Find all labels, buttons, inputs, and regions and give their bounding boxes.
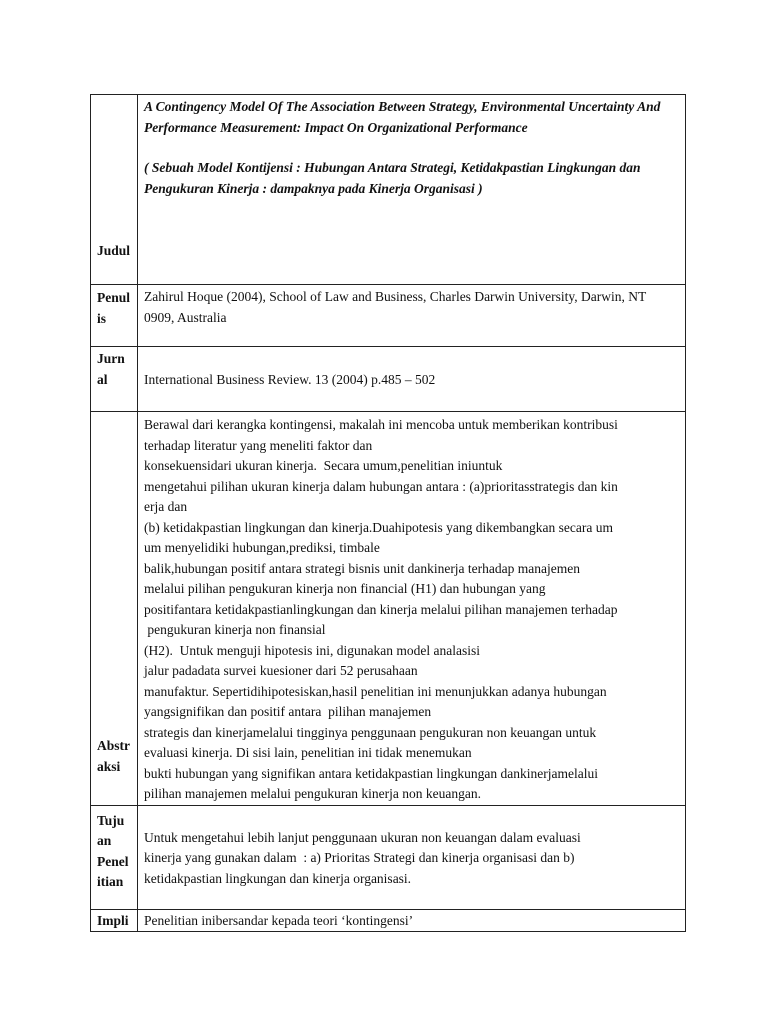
row-jurnal — [91, 347, 686, 412]
abstract-line: (b) ketidakpastian lingkungan dan kinerja.Duahipotesis yang dikembangkan secara um — [144, 519, 613, 535]
abstract-line: balik,hubungan positif antara strategi bisnis unit dankinerja terhadap manajemen — [144, 560, 580, 576]
label-abstraksi — [91, 412, 138, 806]
content-tujuan — [138, 805, 686, 909]
abstract-line: positifantara ketidakpastianlingkungan dan kinerja melalui pilihan manajemen terhadap — [144, 601, 618, 617]
abstract-line: terhadap literatur yang meneliti faktor dan — [144, 437, 373, 453]
abstract-line: mengetahui pilihan ukuran kinerja dalam hubungan antara : (a)prioritasstrategis dan kin — [144, 478, 618, 494]
label-tujuan-line: an — [97, 833, 112, 848]
content-jurnal — [138, 347, 686, 412]
abstract-line: pilihan manajemen melalui pengukuran kinerja non keuangan. — [144, 786, 482, 801]
label-judul-text: Judul — [97, 243, 131, 258]
content-implikasi — [138, 909, 686, 932]
abstract-line: Berawal dari kerangka kontingensi, makalah ini mencoba untuk memberikan kontribusi — [144, 417, 618, 432]
objective-line: Untuk mengetahui lebih lanjut penggunaan ukuran non keuangan dalam evaluasi — [144, 829, 581, 845]
author-text: Zahirul Hoque (2004), School of Law and Business, Charles Darwin University, Darwin, NT 0909, Australia — [144, 289, 647, 325]
content-penulis — [138, 285, 686, 347]
label-penulis-line: is — [97, 310, 107, 326]
abstract-line: manufaktur. Sepertidihipotesiskan,hasil penelitian ini menunjukkan adanya hubungan — [144, 683, 607, 699]
abstract-line: melalui pilihan pengukuran kinerja non financial (H1) dan hubungan yang — [144, 581, 546, 596]
row-judul — [91, 95, 686, 285]
abstract-line: um menyelidiki hubungan,prediksi, timbale — [144, 540, 380, 555]
implication-text: Penelitian inibersandar kepada teori ‘kontingensi’ — [144, 912, 414, 928]
label-penulis-line: Penul — [97, 290, 131, 305]
label-abstraksi-line: aksi — [97, 758, 121, 774]
label-jurnal — [91, 347, 138, 412]
abstract-line: evaluasi kinerja. Di sisi lain, penelitian ini tidak menemukan — [144, 745, 472, 760]
title-indonesian: ( Sebuah Model Kontijensi : Hubungan Antara Strategi, Ketidakpastian Lingkungan dan Pengukuran Kinerja : dampaknya pada Kinerja Organisasi ) — [144, 160, 641, 196]
label-implikasi — [91, 909, 138, 932]
content-abstraksi — [138, 412, 686, 806]
journal-text: International Business Review. 13 (2004) p.485 – 502 — [144, 372, 436, 387]
content-judul — [138, 95, 686, 285]
label-implikasi-text: Impli — [97, 912, 129, 928]
abstract-line: (H2). Untuk menguji hipotesis ini, digunakan model analasisi — [144, 642, 480, 658]
objective-line: ketidakpastian lingkungan dan kinerja organisasi. — [144, 870, 412, 886]
label-judul — [91, 95, 138, 285]
row-implikasi — [91, 909, 686, 932]
row-tujuan — [91, 805, 686, 909]
abstract-line: konsekuensidari ukuran kinerja. Secara umum,penelitian iniuntuk — [144, 458, 503, 473]
label-tujuan-line: itian — [97, 874, 124, 889]
abstract-line: pengukuran kinerja non finansial — [144, 622, 326, 637]
title-english: A Contingency Model Of The Association Between Strategy, Environmental Uncertainty And Performance Measurement: Impact On Organizational Performance — [144, 99, 661, 135]
label-tujuan — [91, 805, 138, 909]
abstract-line: yangsignifikan dan positif antara pilihan manajemen — [144, 704, 432, 719]
abstract-line: jalur padadata survei kuesioner dari 52 perusahaan — [144, 663, 418, 678]
label-jurnal-line: Jurn — [97, 351, 125, 366]
row-penulis — [91, 285, 686, 347]
objective-line: kinerja yang gunakan dalam : a) Prioritas Strategi dan kinerja organisasi dan b) — [144, 850, 575, 865]
label-penulis — [91, 285, 138, 347]
research-objective-text — [144, 806, 679, 890]
row-abstraksi — [91, 412, 686, 806]
label-tujuan-line: Penel — [97, 853, 129, 869]
label-tujuan-line: Tuju — [97, 812, 125, 828]
label-abstraksi-line: Abstr — [97, 738, 130, 753]
abstract-text — [144, 412, 679, 805]
abstract-line: erja dan — [144, 499, 188, 514]
summary-table — [90, 94, 686, 932]
label-jurnal-line: al — [97, 371, 108, 387]
abstract-line: bukti hubungan yang signifikan antara ketidakpastian lingkungan dankinerjamelalui — [144, 765, 599, 781]
abstract-line: strategis dan kinerjamelalui tingginya penggunaan pengukuran non keuangan untuk — [144, 724, 597, 740]
